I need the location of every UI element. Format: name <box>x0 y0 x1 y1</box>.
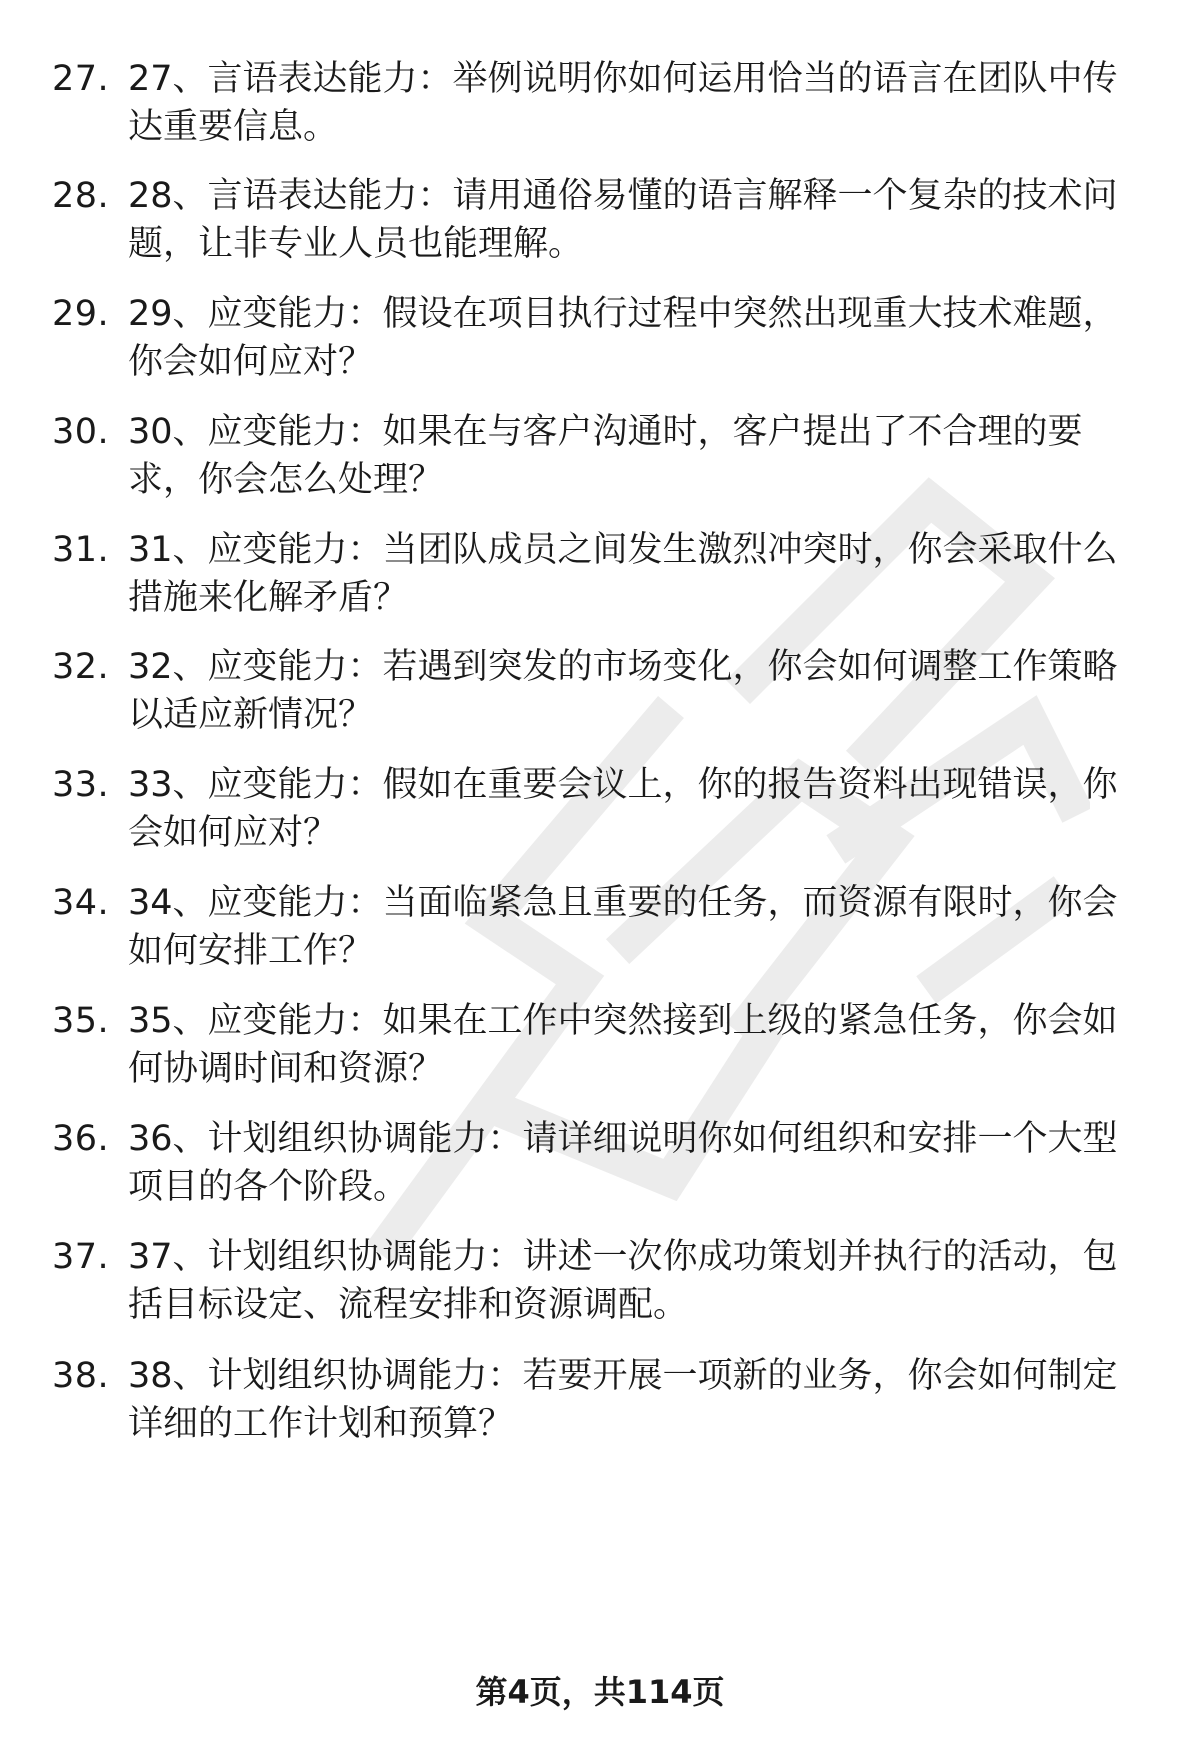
item-text: 32、应变能力：若遇到突发的市场变化，你会如何调整工作策略以适应新情况？ <box>128 647 1118 735</box>
item-text: 36、计划组织协调能力：请详细说明你如何组织和安排一个大型项目的各个阶段。 <box>128 1119 1118 1207</box>
item-text: 38、计划组织协调能力：若要开展一项新的业务，你会如何制定详细的工作计划和预算？ <box>128 1356 1118 1444</box>
item-number: 31. <box>52 530 110 570</box>
item-number: 30. <box>52 412 110 452</box>
page-footer: 第4页，共114页 <box>475 1673 725 1711</box>
item-number: 38. <box>52 1356 110 1396</box>
item-number: 28. <box>52 176 110 216</box>
item-text: 33、应变能力：假如在重要会议上，你的报告资料出现错误，你会如何应对？ <box>128 765 1118 853</box>
item-number: 35. <box>52 1001 110 1041</box>
item-number: 33. <box>52 765 110 805</box>
item-number: 27. <box>52 59 110 99</box>
item-number: 34. <box>52 883 110 923</box>
item-text: 31、应变能力：当团队成员之间发生激烈冲突时，你会采取什么措施来化解矛盾？ <box>128 530 1118 618</box>
item-number: 36. <box>52 1119 110 1159</box>
item-text: 30、应变能力：如果在与客户沟通时，客户提出了不合理的要求，你会怎么处理？ <box>128 412 1083 500</box>
item-number: 32. <box>52 647 110 687</box>
item-text: 35、应变能力：如果在工作中突然接到上级的紧急任务，你会如何协调时间和资源？ <box>128 1001 1118 1089</box>
item-text: 29、应变能力：假设在项目执行过程中突然出现重大技术难题，你会如何应对？ <box>128 294 1118 382</box>
item-number: 29. <box>52 294 110 334</box>
item-number: 37. <box>52 1237 110 1277</box>
item-text: 34、应变能力：当面临紧急且重要的任务，而资源有限时，你会如何安排工作？ <box>128 883 1118 971</box>
item-text: 28、言语表达能力：请用通俗易懂的语言解释一个复杂的技术问题，让非专业人员也能理解。 <box>128 176 1118 264</box>
item-text: 27、言语表达能力：举例说明你如何运用恰当的语言在团队中传达重要信息。 <box>128 59 1118 147</box>
item-text: 37、计划组织协调能力：讲述一次你成功策划并执行的活动，包括目标设定、流程安排和资源调配。 <box>128 1237 1118 1325</box>
